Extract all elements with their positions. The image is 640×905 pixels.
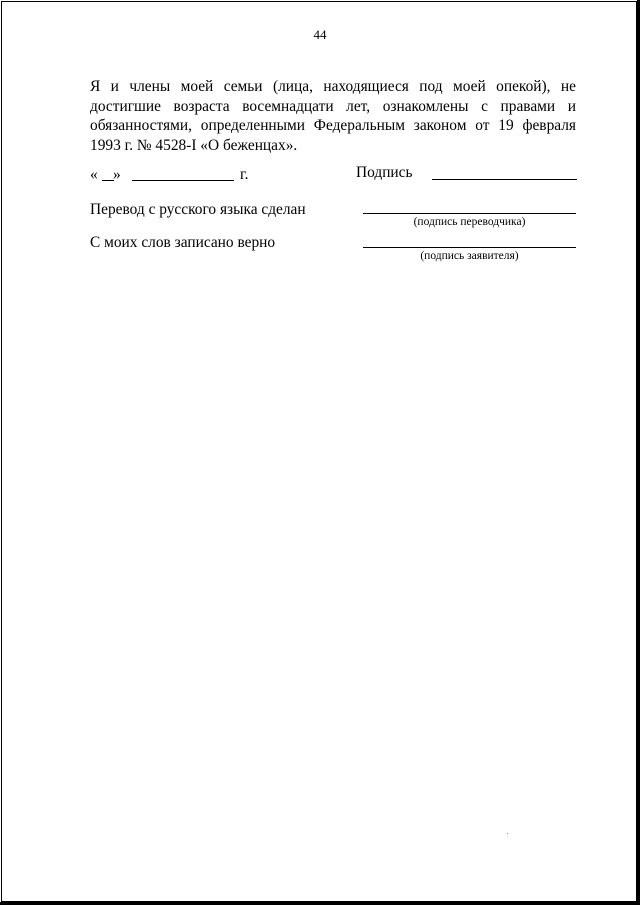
- signature-blank: [432, 179, 577, 180]
- translator-signature-blank: [363, 213, 576, 214]
- date-close-quote: »: [113, 166, 121, 183]
- scan-speck: [507, 833, 508, 834]
- translation-label: Перевод с русского языка сделан: [90, 201, 306, 218]
- applicant-signature-blank: [363, 247, 576, 248]
- recorded-correctly-label: С моих слов записано верно: [90, 234, 276, 251]
- signature-label: Подпись: [356, 164, 413, 181]
- translator-signature-caption: (подпись переводчика): [413, 216, 526, 228]
- date-open-quote: «: [90, 166, 98, 183]
- acknowledgement-paragraph: Я и члены моей семьи (лица, находящиеся под моей опекой), не достигшие возраста восемнадцати лет, ознакомлены с правами и обязанностями, определенными Федеральным законом от 19 февраля 1993 г. № 4528-I «О беженцах».: [90, 78, 576, 154]
- date-year-suffix: г.: [240, 166, 249, 183]
- applicant-signature-caption: (подпись заявителя): [420, 250, 519, 262]
- page-number: 44: [313, 27, 327, 42]
- date-month-blank: [132, 180, 234, 181]
